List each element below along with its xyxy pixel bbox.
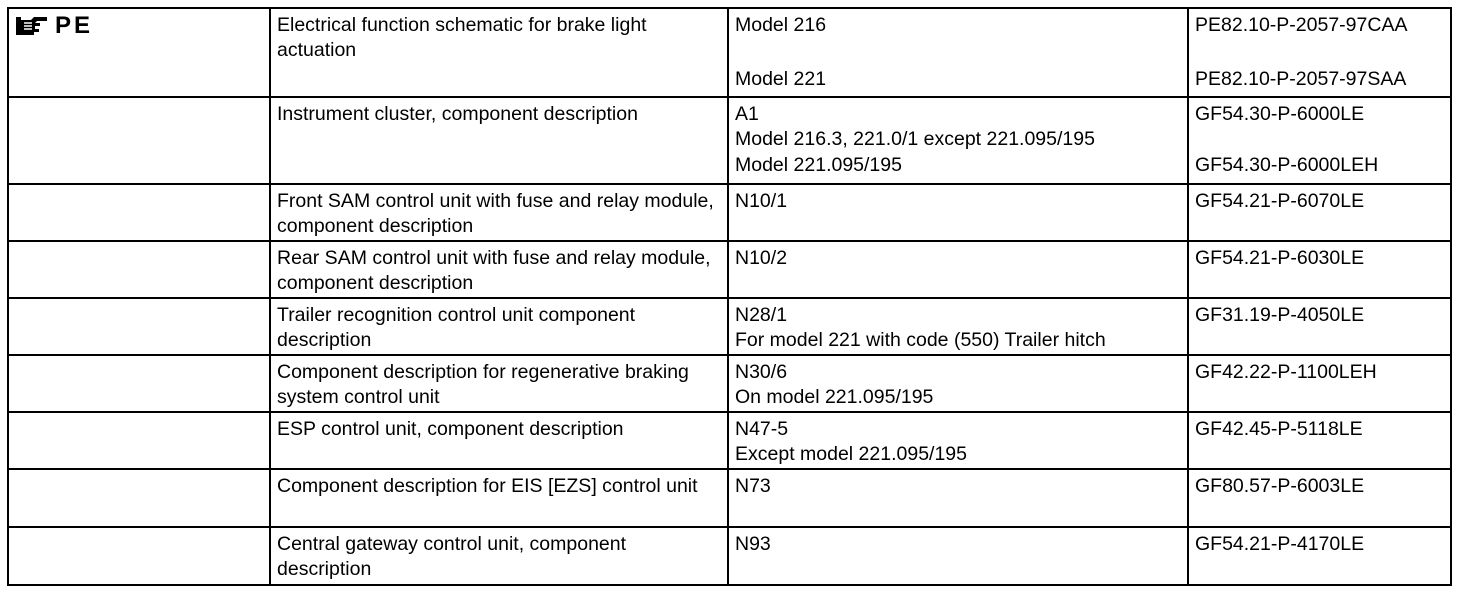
section-label: PE [55,12,94,39]
code-cell [1188,184,1451,241]
section-cell [8,184,270,241]
document-code: GF54.30-P-6000LEH [1195,154,1379,176]
section-cell [8,298,270,355]
model-cell [728,298,1188,355]
model-cell [728,527,1188,585]
code-cell [1188,355,1451,412]
description-cell [270,8,728,97]
code-cell [1188,97,1451,184]
model-text: N93 [735,533,771,555]
code-cell [1188,8,1451,97]
table-row [8,8,1451,97]
document-code: GF54.21-P-6030LE [1195,247,1365,269]
document-code: GF42.22-P-1100LEH [1195,361,1377,383]
description-text: Trailer recognition control unit component description [277,304,636,351]
table-row [8,298,1451,355]
document-code: GF31.19-P-4050LE [1195,304,1365,326]
model-text: N10/1 [735,190,788,212]
model-cell [728,8,1188,97]
table-row [8,469,1451,527]
description-cell [270,527,728,585]
model-text: Except model 221.095/195 [735,443,968,465]
model-text: N73 [735,475,771,497]
description-text: Component description for EIS [EZS] control unit [277,475,698,497]
document-code: GF54.30-P-6000LE [1195,103,1365,125]
model-text: N28/1 [735,304,788,326]
description-text: Central gateway control unit, component description [277,533,627,580]
description-cell [270,355,728,412]
model-cell [728,241,1188,298]
model-cell [728,412,1188,469]
section-cell [8,8,270,97]
model-cell [728,97,1188,184]
description-text: Front SAM control unit with fuse and relay module, component description [277,190,714,237]
pointing-hand-icon [15,15,49,37]
code-cell [1188,412,1451,469]
description-text: Component description for regenerative braking system control unit [277,361,689,408]
table-row [8,527,1451,585]
model-text: N30/6 [735,361,788,383]
model-text: For model 221 with code (550) Trailer hitch [735,329,1106,351]
document-code: PE82.10-P-2057-97CAA [1195,14,1408,36]
table-row [8,355,1451,412]
document-code: GF54.21-P-6070LE [1195,190,1365,212]
table-row [8,97,1451,184]
model-text: N10/2 [735,247,788,269]
table-row [8,184,1451,241]
model-cell [728,184,1188,241]
model-text: A1 [735,103,759,125]
description-text: Instrument cluster, component description [277,103,638,125]
description-cell [270,412,728,469]
document-code: GF54.21-P-4170LE [1195,533,1365,555]
model-cell [728,355,1188,412]
code-cell [1188,469,1451,527]
document-code: PE82.10-P-2057-97SAA [1195,68,1407,90]
model-text: On model 221.095/195 [735,386,934,408]
description-cell [270,97,728,184]
model-cell [728,469,1188,527]
description-text: ESP control unit, component description [277,418,624,440]
table-row [8,241,1451,298]
description-cell [270,298,728,355]
description-text: Rear SAM control unit with fuse and relay module, component description [277,247,711,294]
section-cell [8,241,270,298]
table-row [8,412,1451,469]
model-text: Model 216 [735,14,827,36]
section-marker [15,13,263,39]
model-text: Model 216.3, 221.0/1 except 221.095/195 [735,128,1095,150]
description-cell [270,184,728,241]
code-cell [1188,241,1451,298]
description-cell [270,241,728,298]
description-text: Electrical function schematic for brake light actuation [277,14,647,61]
description-cell [270,469,728,527]
code-cell [1188,298,1451,355]
model-text: N47-5 [735,418,789,440]
document-code: GF80.57-P-6003LE [1195,475,1365,497]
section-cell [8,527,270,585]
section-cell [8,97,270,184]
section-cell [8,355,270,412]
code-cell [1188,527,1451,585]
model-text: Model 221 [735,68,827,90]
model-text: Model 221.095/195 [735,154,902,176]
document-code: GF42.45-P-5118LE [1195,418,1363,440]
section-cell [8,469,270,527]
reference-table [7,7,1452,586]
section-cell [8,412,270,469]
